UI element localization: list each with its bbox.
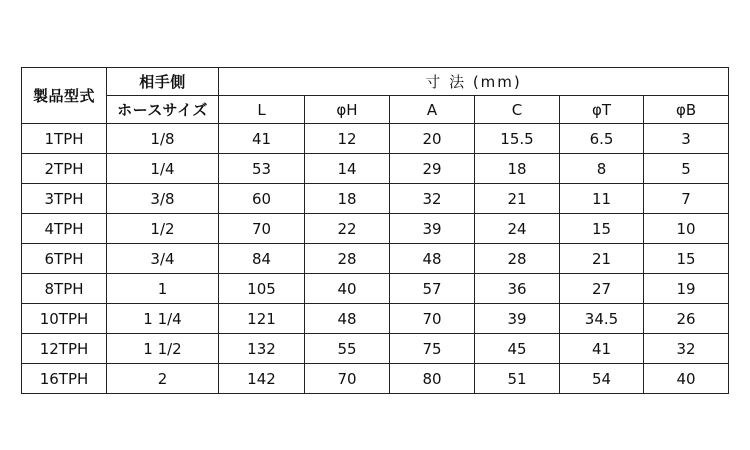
hose-size-cell: 1 1/4 <box>107 304 219 334</box>
a-cell: 29 <box>390 154 475 184</box>
phi-b-cell: 19 <box>644 274 729 304</box>
l-cell: 132 <box>219 334 305 364</box>
phi-t-cell: 54 <box>560 364 644 394</box>
phi-b-cell: 5 <box>644 154 729 184</box>
a-cell: 57 <box>390 274 475 304</box>
l-cell: 105 <box>219 274 305 304</box>
l-cell: 60 <box>219 184 305 214</box>
phi-h-cell: 18 <box>305 184 390 214</box>
a-cell: 75 <box>390 334 475 364</box>
header-col-phi-h: φH <box>305 96 390 124</box>
table-body <box>22 124 729 394</box>
header-col-l: L <box>219 96 305 124</box>
table-row <box>22 244 729 274</box>
model-cell: 10TPH <box>22 304 107 334</box>
table-row <box>22 154 729 184</box>
model-cell: 8TPH <box>22 274 107 304</box>
dimension-table <box>21 67 729 394</box>
hose-size-cell: 1/4 <box>107 154 219 184</box>
phi-t-cell: 6.5 <box>560 124 644 154</box>
l-cell: 70 <box>219 214 305 244</box>
c-cell: 21 <box>475 184 560 214</box>
c-cell: 18 <box>475 154 560 184</box>
phi-b-cell: 7 <box>644 184 729 214</box>
phi-t-cell: 11 <box>560 184 644 214</box>
hose-size-cell: 1/2 <box>107 214 219 244</box>
a-cell: 48 <box>390 244 475 274</box>
phi-h-cell: 70 <box>305 364 390 394</box>
hose-size-cell: 3/4 <box>107 244 219 274</box>
c-cell: 24 <box>475 214 560 244</box>
table-row <box>22 334 729 364</box>
l-cell: 41 <box>219 124 305 154</box>
a-cell: 80 <box>390 364 475 394</box>
header-model: 製品型式 <box>22 68 107 124</box>
header-col-phi-b: φB <box>644 96 729 124</box>
table-row <box>22 304 729 334</box>
header-row-2 <box>22 96 729 124</box>
a-cell: 70 <box>390 304 475 334</box>
model-cell: 3TPH <box>22 184 107 214</box>
c-cell: 39 <box>475 304 560 334</box>
phi-b-cell: 40 <box>644 364 729 394</box>
hose-size-cell: 1/8 <box>107 124 219 154</box>
phi-h-cell: 12 <box>305 124 390 154</box>
model-cell: 4TPH <box>22 214 107 244</box>
l-cell: 84 <box>219 244 305 274</box>
table-row <box>22 214 729 244</box>
hose-size-cell: 1 1/2 <box>107 334 219 364</box>
phi-h-cell: 55 <box>305 334 390 364</box>
hose-size-cell: 3/8 <box>107 184 219 214</box>
hose-size-cell: 1 <box>107 274 219 304</box>
table-row <box>22 364 729 394</box>
header-col-a: A <box>390 96 475 124</box>
c-cell: 28 <box>475 244 560 274</box>
a-cell: 20 <box>390 124 475 154</box>
phi-t-cell: 41 <box>560 334 644 364</box>
l-cell: 142 <box>219 364 305 394</box>
header-hose-line2: ホースサイズ <box>107 96 219 124</box>
table-row <box>22 124 729 154</box>
phi-b-cell: 10 <box>644 214 729 244</box>
table-row <box>22 184 729 214</box>
model-cell: 1TPH <box>22 124 107 154</box>
phi-t-cell: 15 <box>560 214 644 244</box>
phi-b-cell: 3 <box>644 124 729 154</box>
header-row-1 <box>22 68 729 96</box>
c-cell: 15.5 <box>475 124 560 154</box>
model-cell: 6TPH <box>22 244 107 274</box>
phi-t-cell: 8 <box>560 154 644 184</box>
phi-h-cell: 48 <box>305 304 390 334</box>
phi-h-cell: 28 <box>305 244 390 274</box>
header-dimensions: 寸 法 (mm) <box>219 68 729 96</box>
a-cell: 32 <box>390 184 475 214</box>
phi-b-cell: 32 <box>644 334 729 364</box>
a-cell: 39 <box>390 214 475 244</box>
phi-h-cell: 14 <box>305 154 390 184</box>
l-cell: 53 <box>219 154 305 184</box>
phi-h-cell: 40 <box>305 274 390 304</box>
phi-b-cell: 26 <box>644 304 729 334</box>
model-cell: 12TPH <box>22 334 107 364</box>
model-cell: 2TPH <box>22 154 107 184</box>
phi-h-cell: 22 <box>305 214 390 244</box>
c-cell: 45 <box>475 334 560 364</box>
c-cell: 51 <box>475 364 560 394</box>
phi-b-cell: 15 <box>644 244 729 274</box>
header-col-c: C <box>475 96 560 124</box>
header-col-phi-t: φT <box>560 96 644 124</box>
header-hose-line1: 相手側 <box>107 68 219 96</box>
phi-t-cell: 34.5 <box>560 304 644 334</box>
table-row <box>22 274 729 304</box>
model-cell: 16TPH <box>22 364 107 394</box>
l-cell: 121 <box>219 304 305 334</box>
hose-size-cell: 2 <box>107 364 219 394</box>
phi-t-cell: 27 <box>560 274 644 304</box>
phi-t-cell: 21 <box>560 244 644 274</box>
c-cell: 36 <box>475 274 560 304</box>
